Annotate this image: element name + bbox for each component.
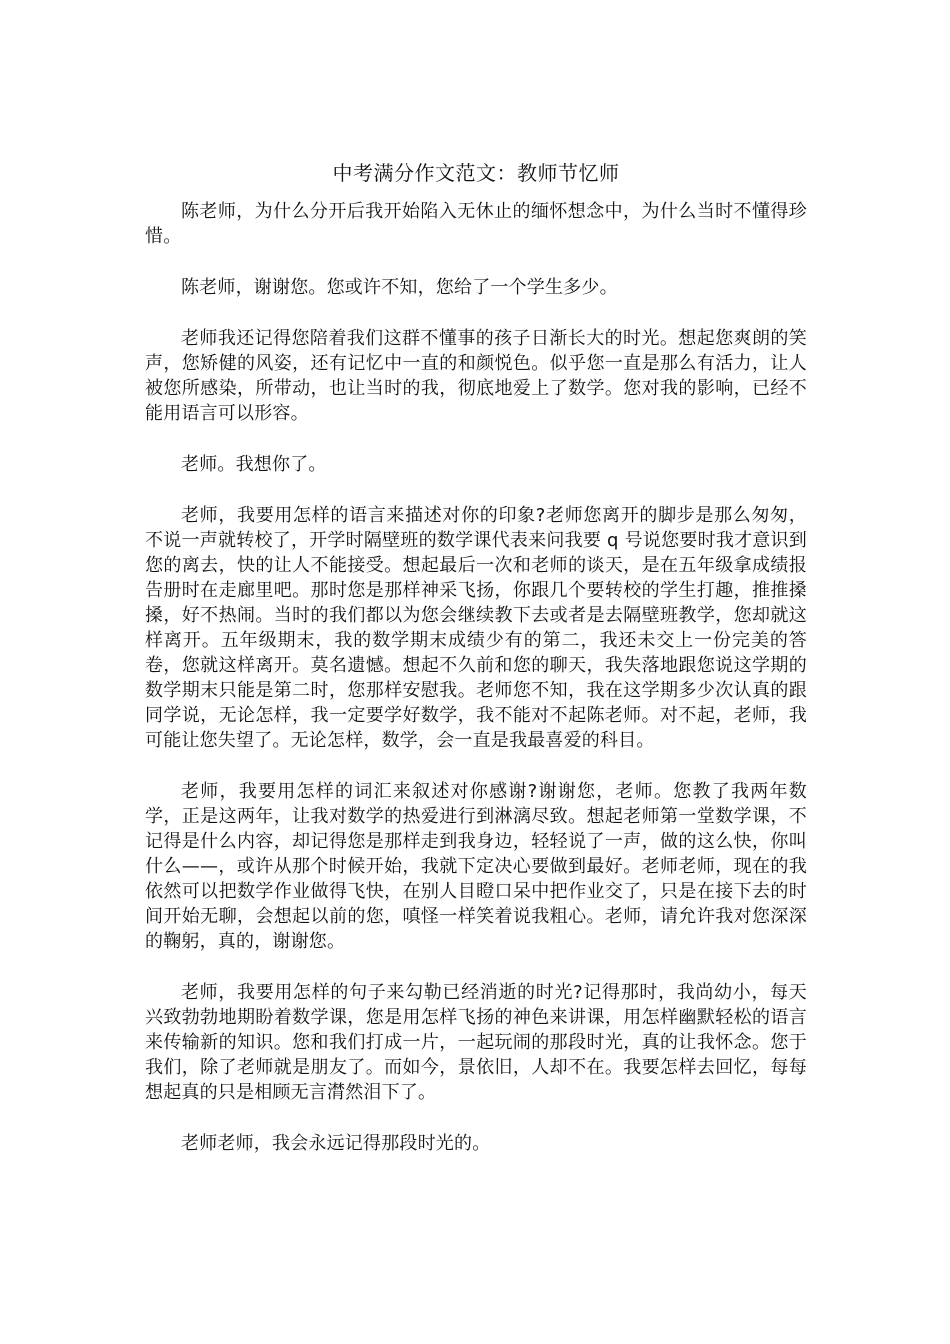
paragraph: 陈老师，谢谢您。您或许不知，您给了一个学生多少。 [181,277,618,298]
paragraph: 老师。我想你了。 [181,454,327,475]
paragraph: 陈老师，为什么分开后我开始陷入无休止的缅怀想念中，为什么当时不懂得珍惜。 [145,201,807,247]
paragraph: 老师，我要用怎样的词汇来叙述对你感谢?谢谢您，老师。您教了我两年数学，正是这两年，让我对数学的热爱进行到淋漓尽致。想起老师第一堂数学课，不记得是什么内容，却记得您是那样走到我身边，轻轻说了一声，做的这么快，你叫什么——，或许从那个时候开始，我就下定决心要做到最好。老师老师，现在的我依然可以把数学作业做得飞快，在别人目瞪口呆中把作业交了，只是在接下去的时间开始无聊，会想起以前的您，嗔怪一样笑着说我粗心。老师，请允许我对您深深的鞠躬，真的，谢谢您。 [145,781,807,952]
paragraph: 老师，我要用怎样的句子来勾勒已经消逝的时光?记得那时，我尚幼小，每天兴致勃勃地期盼着数学课，您是用怎样飞扬的神色来讲课，用怎样幽默轻松的语言来传输新的知识。您和我们打成一片，一起玩闹的那段时光，真的让我怀念。您于我们，除了老师就是朋友了。而如今，景依旧，人却不在。我要怎样去回忆，每每想起真的只是相顾无言潸然泪下了。 [145,982,807,1103]
document-title: 中考满分作文范文：教师节忆师 [332,161,620,185]
paragraph: 老师，我要用怎样的语言来描述对你的印象?老师您离开的脚步是那么匆匆，不说一声就转校了，开学时隔壁班的数学课代表来问我要 q 号说您要时我才意识到您的离去，快的让人不能接受。想起最后一次和老师的谈天，是在五年级拿成绩报告册时在走廊里吧。那时您是那样神采飞扬，你跟几个要转校的学生打趣，推推搡搡，好不热闹。当时的我们都以为您会继续教下去或者是去隔壁班教学，您却就这样离开。五年级期末，我的数学期末成绩少有的第二，我还未交上一份完美的答卷，您就这样离开。莫名遗憾。想起不久前和您的聊天，我失落地跟您说这学期的数学期末只能是第二时，您那样安慰我。老师您不知，我在这学期多少次认真的跟同学说，无论怎样，我一定要学好数学，我不能对不起陈老师。对不起，老师，我可能让您失望了。无论怎样，数学，会一直是我最喜爱的科目。 [145,505,807,751]
paragraph: 老师老师，我会永远记得那段时光的。 [181,1133,491,1154]
paragraph: 老师我还记得您陪着我们这群不懂事的孩子日渐长大的时光。想起您爽朗的笑声，您矫健的风姿，还有记忆中一直的和颜悦色。似乎您一直是那么有活力，让人被您所感染，所带动，也让当时的我，彻底地爱上了数学。您对我的影响，已经不能用语言可以形容。 [145,328,807,424]
document-body [145,199,807,1182]
